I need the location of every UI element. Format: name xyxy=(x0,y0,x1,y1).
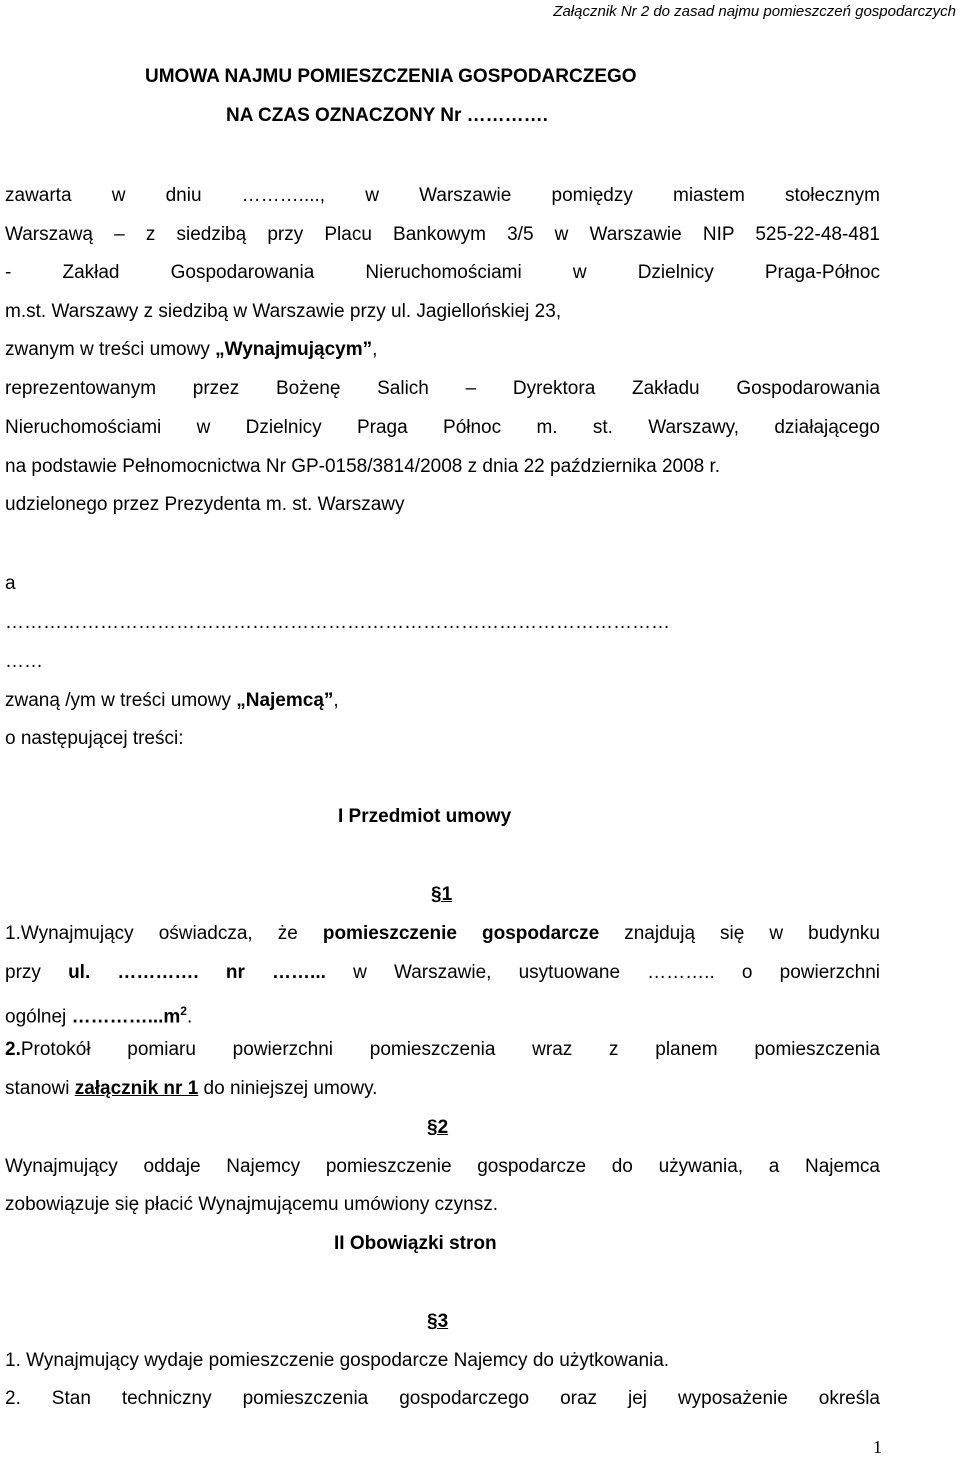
tenant-suffix: , xyxy=(333,690,339,711)
contract-title-line-1: UMOWA NAJMU POMIESZCZENIA GOSPODARCZEGO xyxy=(145,66,637,87)
landlord-name: „Wynajmującym” xyxy=(215,339,373,360)
p2-line-2 xyxy=(5,1076,880,1102)
p2-line-2-b: załącznik nr 1 xyxy=(74,1078,199,1099)
p1-line-3-sup: 2 xyxy=(180,1004,187,1018)
representation-line-2: Nieruchomościami w Dzielnicy Praga Północ m. st. Warszawy, działającego xyxy=(5,417,880,438)
landlord-prefix: zwanym w treści umowy xyxy=(5,339,216,360)
p1-line-3-c: . xyxy=(186,1006,193,1028)
following-text: o następującej treści: xyxy=(5,728,184,749)
tenant-name: „Najemcą” xyxy=(236,690,334,711)
representation-line-1: reprezentowanym przez Bożenę Salich – Dyrektora Zakładu Gospodarowania xyxy=(5,378,880,399)
intro-line-4: m.st. Warszawy z siedzibą w Warszawie przy ul. Jagiellońskiej 23, xyxy=(5,301,562,322)
section-2-title: II Obowiązki stron xyxy=(334,1233,497,1254)
p1-line-2-b: ul. …………. nr ……... xyxy=(68,962,326,983)
tenant-prefix: zwaną /ym w treści umowy xyxy=(5,690,237,711)
p1-line-1-b: pomieszczenie gospodarcze xyxy=(322,923,600,944)
intro-line-1: zawarta w dniu ………...., w Warszawie pomiędzy miastem stołecznym xyxy=(5,185,880,206)
p1-line-3 xyxy=(5,998,880,1028)
paragraph-3-heading: §3 xyxy=(427,1311,449,1332)
p1-line-1-a: 1.Wynajmujący oświadcza, że xyxy=(5,923,323,944)
p2-line-1 xyxy=(5,1037,880,1063)
tenant-dots-2: …… xyxy=(5,651,43,672)
page-number: 1 xyxy=(873,1437,882,1457)
tenant-dots-1: …………………………………………………………………………………………… xyxy=(5,612,670,633)
p1-line-1 xyxy=(5,921,880,947)
p2-line-2-c: do niniejszej umowy. xyxy=(198,1078,378,1099)
intro-line-2: Warszawą – z siedzibą przy Placu Bankowym 3/5 w Warszawie NIP 525-22-48-481 xyxy=(5,224,880,245)
p2-line-2-a: stanowi xyxy=(5,1078,75,1099)
p1-line-1-c: znajdują się w budynku xyxy=(599,923,880,944)
paragraph-2-heading: §2 xyxy=(427,1117,449,1138)
paragraph-1-heading: §1 xyxy=(431,884,453,905)
p1-line-3-a: ogólnej xyxy=(5,1006,72,1028)
contract-title-line-2: NA CZAS OZNACZONY Nr …………. xyxy=(226,105,548,126)
and-word: a xyxy=(5,573,16,594)
par3-line-1: 1. Wynajmujący wydaje pomieszczenie gospodarcze Najemcy do użytkowania. xyxy=(5,1350,670,1371)
par2-line-2: zobowiązuje się płacić Wynajmującemu umówiony czynsz. xyxy=(5,1194,498,1215)
p2-line-1-b: Protokół pomiaru powierzchni pomieszczenia wraz z planem pomieszczenia xyxy=(20,1039,880,1060)
p1-line-2-a: przy xyxy=(5,962,69,983)
p1-line-2 xyxy=(5,960,880,986)
p1-line-2-c: w Warszawie, usytuowane ……….. o powierzchni xyxy=(325,962,880,983)
tenant-line xyxy=(5,688,880,714)
p2-line-1-a: 2. xyxy=(5,1039,21,1060)
par3-line-2: 2. Stan techniczny pomieszczenia gospodarczego oraz jej wyposażenie określa xyxy=(5,1388,880,1409)
section-1-title: I Przedmiot umowy xyxy=(338,806,512,827)
representation-line-4: udzielonego przez Prezydenta m. st. Warszawy xyxy=(5,494,405,515)
attachment-note: Załącznik Nr 2 do zasad najmu pomieszczeń gospodarczych xyxy=(553,3,956,20)
representation-line-3: na podstawie Pełnomocnictwa Nr GP-0158/3814/2008 z dnia 22 października 2008 r. xyxy=(5,456,721,477)
intro-line-3: - Zakład Gospodarowania Nieruchomościami w Dzielnicy Praga-Północ xyxy=(5,262,880,283)
par2-line-1: Wynajmujący oddaje Najemcy pomieszczenie gospodarcze do używania, a Najemca xyxy=(5,1156,880,1177)
landlord-line xyxy=(5,337,880,363)
landlord-suffix: , xyxy=(372,339,378,360)
p1-line-3-b: …………...m xyxy=(71,1006,181,1028)
